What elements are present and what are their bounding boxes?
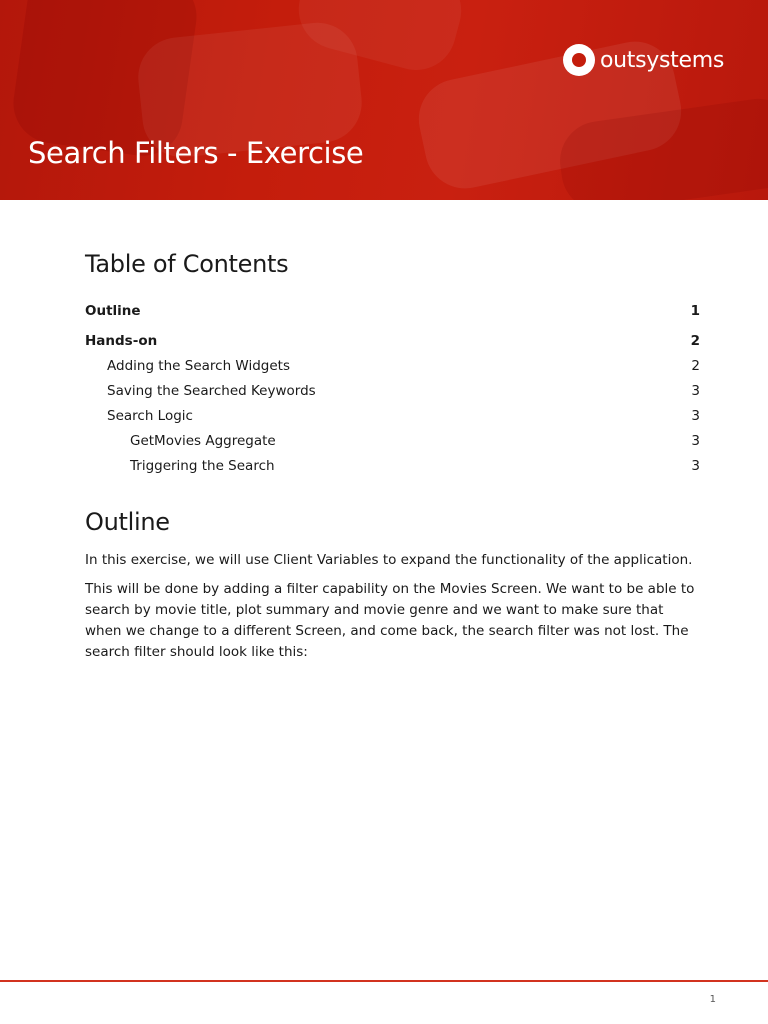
toc-entry-label: Triggering the Search — [130, 458, 275, 474]
toc-entry-label: GetMovies Aggregate — [130, 433, 276, 449]
toc-entry-saving-searched-keywords[interactable] — [85, 382, 700, 401]
document-title: Search Filters - Exercise — [28, 136, 364, 170]
toc-entry-page: 3 — [691, 433, 700, 449]
toc-entry-label: Outline — [85, 303, 141, 319]
brand-logo — [563, 44, 724, 76]
toc-entry-page: 3 — [691, 408, 700, 424]
outline-heading: Outline — [85, 508, 170, 536]
toc-entry-label: Search Logic — [107, 408, 193, 424]
header-banner — [0, 0, 768, 200]
toc-entry-label: Hands-on — [85, 333, 158, 349]
toc-entry-page: 2 — [691, 358, 700, 374]
toc-heading: Table of Contents — [85, 250, 289, 278]
outline-paragraph: In this exercise, we will use Client Variables to expand the functionality of the application. — [85, 552, 693, 568]
toc-entry-hands-on[interactable] — [85, 332, 700, 351]
outsystems-logo-icon — [563, 44, 595, 76]
toc-entry-page: 3 — [691, 458, 700, 474]
table-of-contents — [85, 302, 700, 476]
toc-entry-page: 3 — [691, 383, 700, 399]
toc-entry-triggering-search[interactable] — [85, 457, 700, 476]
toc-entry-page: 1 — [690, 303, 700, 319]
page-number: 1 — [709, 994, 716, 1005]
footer-divider — [0, 980, 768, 982]
toc-entry-page: 2 — [690, 333, 700, 349]
outline-paragraph: This will be done by adding a filter capability on the Movies Screen. We want to be able to search by movie title, plot summary and movie genre and we want to make sure that when we change to a different Screen, and come back, the search filter was not lost. The search filter should look like this: — [85, 581, 695, 660]
toc-entry-getmovies-aggregate[interactable] — [85, 432, 700, 451]
main-content — [85, 250, 700, 663]
brand-name: outsystems — [599, 47, 724, 73]
toc-entry-outline[interactable] — [85, 302, 700, 321]
toc-entry-label: Adding the Search Widgets — [107, 358, 290, 374]
toc-entry-adding-search-widgets[interactable] — [85, 357, 700, 376]
toc-entry-label: Saving the Searched Keywords — [107, 383, 316, 399]
toc-entry-search-logic[interactable] — [85, 407, 700, 426]
